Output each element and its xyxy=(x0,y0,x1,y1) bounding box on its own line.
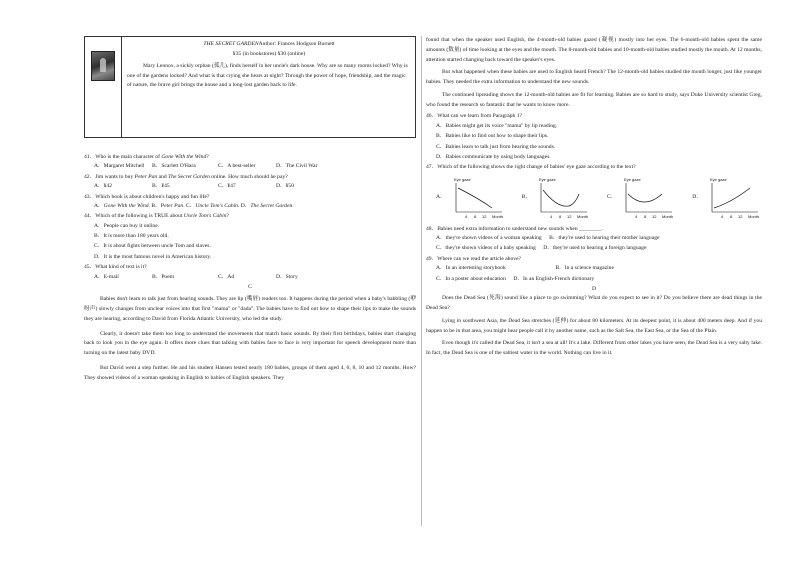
q48-options-cd xyxy=(436,245,762,252)
graph-d-ylabel: Eye gaze xyxy=(709,176,727,182)
q46-option-a[interactable]: A．Babies might get its voice "mama" by lip reading. xyxy=(436,122,558,129)
book-ad-box xyxy=(84,36,416,138)
graph-a-tick-8: 8 xyxy=(473,213,476,219)
q47-option-a[interactable] xyxy=(436,176,512,220)
q41-option-b[interactable]: B．Scarlett O'Hara xyxy=(152,163,196,170)
q44-option-c[interactable]: C．It is about fights between uncle Tom and slaves. xyxy=(94,243,211,250)
q47-option-d[interactable] xyxy=(692,176,768,220)
book-cover-image xyxy=(91,51,115,81)
question-47: 47．Which of the following shows the right change of babies' eye gaze according to the text? xyxy=(426,164,636,171)
graph-c-xlabel: Month xyxy=(662,213,674,219)
question-45: 45．What kind of text is it? xyxy=(84,264,147,271)
q45-options xyxy=(94,274,416,281)
graph-d-xlabel: Month xyxy=(747,213,760,219)
question-44 xyxy=(84,213,416,220)
q44-stem-c: ? xyxy=(226,213,229,220)
graph-a-letter: A． xyxy=(436,194,446,201)
q43-b-title: Peter Pan xyxy=(160,202,184,209)
q43-d-title: The Secret Garden xyxy=(250,202,293,209)
graph-b-tick-8: 8 xyxy=(558,213,562,219)
passage-c-paragraph-5: The continued lipreading shows the 12-month-old babies are fit for learning. Babies are so hard to study, says Duke University scientist Greg, who found the research so fantastic that he wants to know more. xyxy=(426,91,762,108)
q49-option-a[interactable]: A．In an interesting storybook xyxy=(436,265,506,272)
q46-option-c[interactable]: C．Babies learn to talk just from hearing the sounds. xyxy=(436,143,556,150)
q45-option-b[interactable]: B．Poem xyxy=(152,273,175,280)
graph-d-tick-8: 8 xyxy=(729,213,733,219)
q43-a-title: Gone With the Wind xyxy=(103,202,149,209)
q42-option-d[interactable]: D．¥50 xyxy=(276,183,295,190)
graph-c-letter: C． xyxy=(606,194,617,201)
graph-a-curve xyxy=(458,188,492,208)
question-48: 48．Babies need extra information to understand new sounds when ________. xyxy=(426,225,603,232)
graph-b-ylabel: Eye gaze xyxy=(538,176,556,182)
q44-stem-title: Uncle Tom's Cabin xyxy=(183,213,227,220)
passage-d-paragraph-1: Does the Dead Sea (死海) sound like a place to go swimming? What do you expect to see in it? Do you believe there are dead things in the Dead Sea? xyxy=(426,295,762,312)
q49-options-ab xyxy=(436,265,762,272)
q49-option-d[interactable]: D．In an English-French dictionary xyxy=(513,275,595,282)
book-description: Mary Lennox, a sickly orphan (孤儿), finds herself in her uncle's dark house. Why are so many rooms locked? Why is one of the gardens locked? And what is that crying she hears at night? Through the power of hope, friendship, and the magic of nature, the brave girl brings the house and a long-lost garden back to life. xyxy=(127,62,408,89)
graph-b-xlabel: Month xyxy=(576,213,589,219)
question-41 xyxy=(84,154,416,161)
passage-c-paragraph-3: But David went a step further. He and his student Hansen tested nearly 180 babies, groups of them aged 4, 6, 8, 10 and 12 months. How? They showed videos of a woman speaking in English to babies of English speakers. They xyxy=(84,364,416,381)
graph-c-curve xyxy=(628,194,662,202)
q42-stem-a: 42．Jim wants to buy xyxy=(84,173,135,180)
book-info xyxy=(127,41,411,94)
graph-d-tick-12: 12 xyxy=(737,213,743,219)
graph-b-letter: B． xyxy=(521,194,531,201)
q42-stem-title2: The Secret Garden xyxy=(168,173,210,180)
q43-b-label: . B． xyxy=(148,202,161,209)
graph-b xyxy=(535,176,597,220)
q48-option-a[interactable]: A．they're shown videos of a woman speaking xyxy=(436,235,542,242)
q46-option-b[interactable]: B．Babies like to find out how to shape their lips. xyxy=(436,133,549,140)
q49-option-b[interactable]: B．In a science magazine xyxy=(555,265,614,272)
book-title: THE SECRET GARDEN xyxy=(203,41,259,47)
passage-d-paragraph-2: Lying in southwest Asia, the Dead Sea stretches (延伸) for about 80 kilometers. At its deepest point, it is about 400 meters deep. And if you happen to be in that area, you might hear people call it by another name, such as the Salt Sea, the East Sea, or the Sea of the Plain. xyxy=(426,317,762,334)
q45-option-c[interactable]: C．Ad xyxy=(218,273,235,280)
passage-d-letter: D xyxy=(591,285,597,292)
q41-option-a[interactable]: A．Margaret Mitchell xyxy=(94,163,145,170)
column-divider xyxy=(421,36,422,526)
q48-option-d[interactable]: D．they're used to hearing a foreign language xyxy=(543,245,647,252)
question-46: 46．What can we learn from Paragraph 1? xyxy=(426,113,522,120)
graph-b-tick-4: 4 xyxy=(549,213,553,219)
q41-options xyxy=(94,163,416,170)
graph-c-ylabel: Eye gaze xyxy=(624,176,641,182)
q45-option-d[interactable]: D．Story xyxy=(276,273,298,280)
q44-option-a[interactable]: A．People can buy it online. xyxy=(94,222,160,229)
q44-stem-a: 44．Which of the following is TRUE about xyxy=(84,213,184,220)
q44-option-b[interactable]: B．It is more than 180 years old. xyxy=(94,233,169,239)
q48-options-ab xyxy=(436,235,762,242)
question-49: 49．Where can we read the article above? xyxy=(426,255,522,262)
graph-a-ylabel: Eye gaze xyxy=(453,176,471,182)
passage-c-paragraph-2: Clearly, it doesn't take them too long to understand the movements that match basic sounds. By their first birthdays, babies start changing back to look you in the eye again. It offers more clues that talking with babies face to face is very important for speech development more than turning on the latest baby DVD. xyxy=(84,330,416,357)
q47-option-b[interactable] xyxy=(522,176,597,220)
graph-b-tick-12: 12 xyxy=(566,213,572,219)
q42-stem-c: and xyxy=(157,173,169,180)
q46-option-d[interactable]: D．Babies communicate by using body languages. xyxy=(436,153,551,160)
q47-option-c[interactable] xyxy=(607,176,682,220)
book-author: Author: Frances Hodgson Burnett xyxy=(258,41,335,47)
q42-option-c[interactable]: C．¥47 xyxy=(218,183,236,190)
q42-option-a[interactable]: A．¥42 xyxy=(94,183,113,190)
q43-end: . xyxy=(292,202,294,209)
q47-graphs xyxy=(436,176,762,220)
q41-option-c[interactable]: C．A best-seller xyxy=(218,163,256,170)
q41-stem-title: Gone With the Wind xyxy=(161,154,207,160)
graph-d-curve xyxy=(714,188,750,208)
graph-c-tick-12: 12 xyxy=(652,213,657,219)
q43-a-label: A． xyxy=(94,202,104,209)
q44-option-d[interactable]: D．It is the most famous novel in American history. xyxy=(94,253,212,260)
q41-stem-c: ? xyxy=(206,154,209,160)
graph-d-letter: D． xyxy=(692,194,702,201)
book-cover xyxy=(85,37,122,137)
graph-d xyxy=(706,176,768,220)
q42-options xyxy=(94,183,416,190)
graph-a-tick-12: 12 xyxy=(481,213,487,219)
q45-option-a[interactable]: A．E-mail xyxy=(94,273,119,280)
passage-c-letter: C xyxy=(248,283,252,290)
q43-d-label: . D． xyxy=(237,202,251,209)
passage-c-paragraph-3-cont: found that when the speaker used English, the 4-month-old babies gazed (凝视) mostly into her eyes. The 6-month-old babies spent the same amounts (数量) of time looking at the eyes and the mouth. The 8-month-old babies and 10-month-old babies studied mostly the mouth. At 12 months, attention started changing back toward the speaker's eyes. xyxy=(426,37,762,63)
question-42 xyxy=(84,174,416,181)
q41-stem-a: 41．Who is the main character of xyxy=(84,154,162,160)
right-column xyxy=(426,36,762,362)
q41-option-d[interactable]: D．The Civil War xyxy=(276,163,318,170)
q42-option-b[interactable]: B．¥45 xyxy=(152,183,170,190)
q49-options-cd xyxy=(436,276,762,283)
graph-b-curve xyxy=(543,190,579,206)
graph-c-tick-4: 4 xyxy=(635,213,638,219)
graph-a-tick-4: 4 xyxy=(464,213,467,219)
q42-stem-e: online. How much should he pay? xyxy=(209,173,288,180)
graph-d-tick-4: 4 xyxy=(720,213,724,219)
passage-d-paragraph-3: Even though it's called the Dead Sea, it isn't a sea at all! It's a lake. Different from other lakes you have seen, the Dead Sea is a very salty lake. In fact, the Dead Sea is one of the saltiest water in the world. Nothing can live in it. xyxy=(426,340,762,357)
q43-c-title: Uncle Tom's Cabin xyxy=(195,202,238,209)
left-column xyxy=(84,36,416,389)
q48-option-b[interactable]: B．they're used to hearing their mother language xyxy=(549,235,660,242)
question-43: 43．Which book is about children's happy and fun life? xyxy=(84,193,210,200)
graph-a xyxy=(450,176,512,220)
graph-c xyxy=(620,176,682,220)
graph-a-xlabel: Month xyxy=(491,213,503,219)
book-heading xyxy=(127,41,411,48)
passage-c-paragraph-4: But what happened when these babies are used to English heard French? The 12-month-old babies studied the mouth longer, just like younger babies. They needed the extra information to understand the new sounds. xyxy=(426,69,762,86)
q43-c-label: . C． xyxy=(183,202,196,209)
book-price: ¥35 (in bookstores) ¥30 (online) xyxy=(232,51,306,58)
passage-c-paragraph-1: Babies don't learn to talk just from hearing sounds. They are lip (嘴唇) readers too. It happens during the period when a baby's babbling (咿呀声) slowly changes from unclear voices into that first "mama" or "dada". The babies have to find out how to shape their lips to make the sounds they are hearing, according to David from Florida Atlantic University, who led the study. xyxy=(84,296,416,322)
graph-c-tick-8: 8 xyxy=(644,213,647,219)
q43-options[interactable] xyxy=(94,203,416,210)
q49-option-c[interactable]: C．In a poster about education xyxy=(436,275,506,282)
q42-stem-title1: Peter Pan xyxy=(134,173,158,180)
q48-option-c[interactable]: C．they're shown videos of a baby speaking xyxy=(436,245,536,252)
